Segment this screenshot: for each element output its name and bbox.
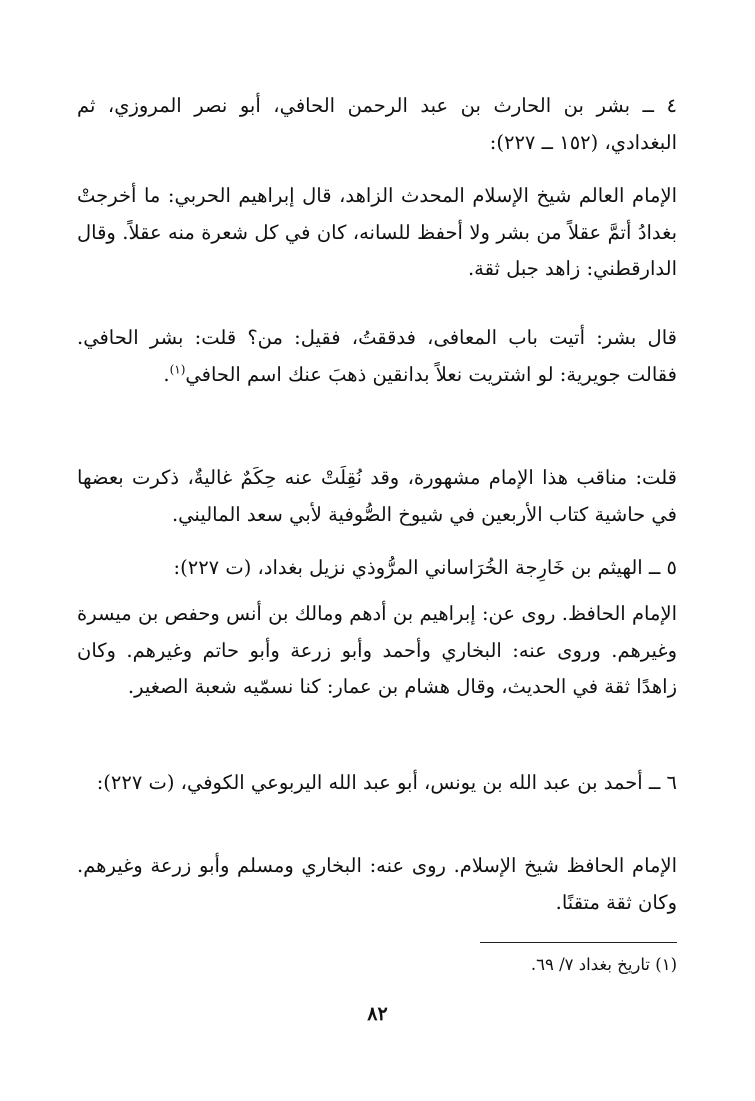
entry-4-heading: ٤ ــ بشر بن الحارث بن عبد الرحمن الحافي، أبو نصر المروزي، ثم البغدادي، (١٥٢ ــ ٢٢٧): — [77, 94, 677, 154]
entry-5-body: الإمام الحافظ. روى عن: إبراهيم بن أدهم ومالك بن أنس وحفص بن ميسرة وغيرهم. وروى عنه: البخاري وأحمد وأبو زرعة وأبو حاتم وغيرهم. وكان زاهدًا ثقة في الحديث، وقال هشام بن عمار: كنا نسمّيه شعبة الصغير. — [77, 602, 677, 698]
footnote-divider — [480, 942, 677, 943]
anecdote-text: قال بشر: أتيت باب المعافى، فدققتُ، فقيل: من؟ قلت: بشر الحافي. فقالت جويرية: لو اشتريت نعلاً بدانقين ذهبَ عنك اسم الحافي — [77, 326, 677, 386]
entry-4-body: الإمام العالم شيخ الإسلام المحدث الزاهد، قال إبراهيم الحربي: ما أخرجتْ بغدادُ أتمَّ عقلاً من بشر ولا أحفظ للسانه، كان في كل شعرة منه عقلاً. وقال الدارقطني: زاهد جبل ثقة. — [77, 184, 677, 280]
entry-6-body: الإمام الحافظ شيخ الإسلام. روى عنه: البخاري ومسلم وأبو زرعة وغيرهم. وكان ثقة متقنًا. — [77, 854, 677, 914]
footnote-reference: (١) — [169, 362, 186, 376]
author-comment: قلت: مناقب هذا الإمام مشهورة، وقد نُقِلَتْ عنه حِكَمٌ غاليةٌ، ذكرت بعضها في حاشية كتاب الأربعين في شيوخ الصُّوفية لأبي سعد الماليني. — [77, 466, 677, 526]
entry-6-heading: ٦ ــ أحمد بن عبد الله بن يونس، أبو عبد الله اليربوعي الكوفي، (ت ٢٢٧): — [96, 771, 677, 794]
footnote: (١) تاريخ بغداد ٧/ ٦٩. — [530, 955, 677, 974]
entry-4-anecdote — [77, 320, 677, 393]
entry-5-heading: ٥ ــ الهيثم بن خَارِجة الخُرَاساني المرُّوذي نزيل بغداد، (ت ٢٢٧): — [173, 556, 677, 579]
anecdote-tail: . — [163, 362, 170, 386]
page-number: ٨٢ — [367, 1003, 388, 1025]
